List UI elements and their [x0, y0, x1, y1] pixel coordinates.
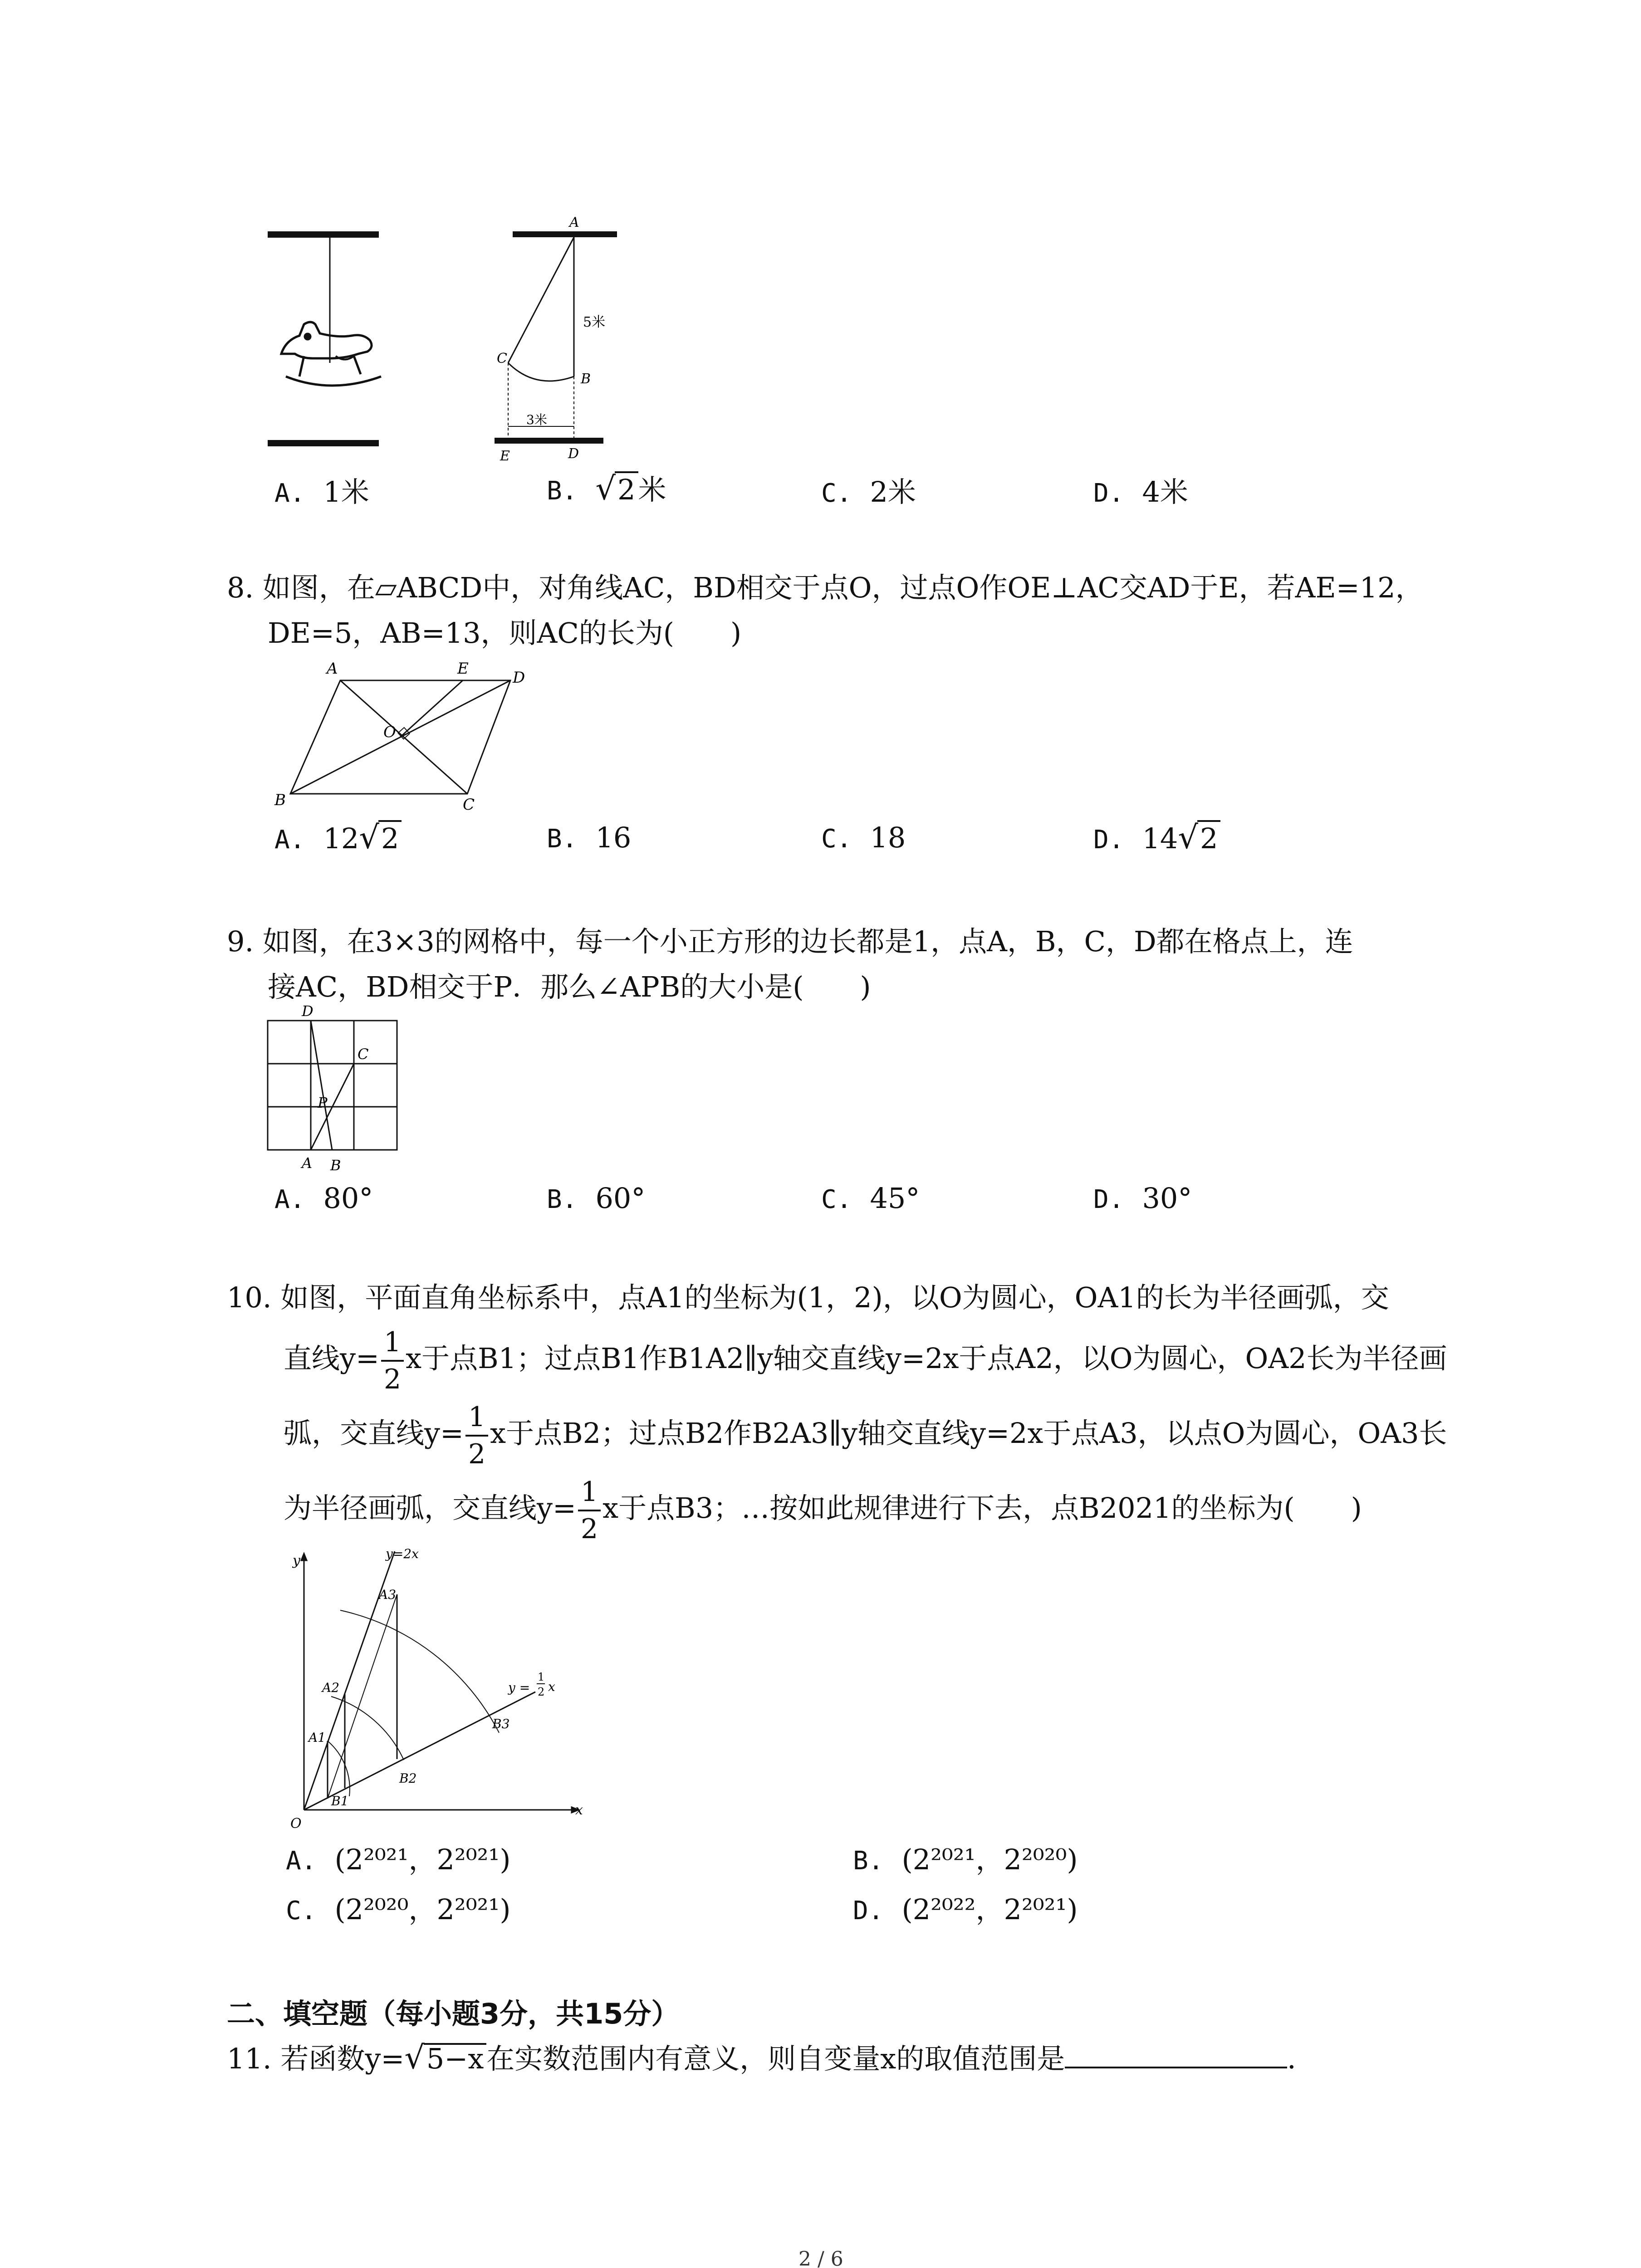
option-text: 1米: [323, 475, 369, 508]
sqrt-symbol: √: [595, 470, 616, 507]
q10-stem-line3: [284, 1399, 1447, 1472]
q8-option-b[interactable]: [547, 821, 631, 854]
option-letter: A.: [274, 825, 305, 855]
svg-text:B1: B1: [331, 1794, 349, 1809]
option-letter: C.: [821, 479, 852, 508]
svg-text:A: A: [327, 660, 338, 678]
svg-text:1: 1: [538, 1671, 545, 1683]
svg-text:2: 2: [538, 1686, 545, 1698]
q8-parallelogram-figure: [272, 658, 544, 821]
fraction-numerator: 1: [381, 1325, 404, 1362]
q7-option-a[interactable]: [274, 469, 369, 510]
fraction-numerator: 1: [465, 1399, 488, 1437]
svg-text:A1: A1: [309, 1730, 326, 1745]
svg-text:D: D: [568, 446, 579, 462]
sqrt-symbol: √: [404, 2039, 425, 2076]
question-number: 10.: [227, 1281, 272, 1314]
svg-text:A3: A3: [379, 1587, 397, 1602]
option-letter: C.: [821, 1185, 852, 1214]
stem-text: 如图，在▱ABCD中，对角线AC，BD相交于点O，过点O作OE⊥AC交AD于E，若AE=12，: [262, 571, 1424, 604]
radicand: 5−x: [424, 2043, 486, 2073]
stem-text: 为半径画弧，交直线y=: [284, 1491, 576, 1525]
option-letter: D.: [1093, 1185, 1124, 1214]
sqrt-symbol: √: [359, 819, 379, 856]
q7-option-c[interactable]: [821, 469, 916, 510]
svg-text:y=2x: y=2x: [386, 1546, 419, 1561]
stem-text: x于点B2；过点B2作B2A3∥y轴交直线y=2x于点A3，以点O为圆心，OA3长: [490, 1417, 1447, 1450]
fraction-denominator: 2: [468, 1438, 486, 1470]
option-coefficient: 14: [1142, 822, 1178, 855]
option-letter: D.: [1093, 479, 1124, 508]
q9-option-d[interactable]: [1093, 1182, 1192, 1215]
q7-option-d[interactable]: [1093, 469, 1188, 510]
option-letter: D.: [1093, 825, 1124, 855]
svg-text:3米: 3米: [526, 412, 547, 427]
option-text: (2²⁰²¹，2²⁰²¹): [334, 1843, 511, 1876]
option-text: 2米: [870, 475, 916, 508]
svg-text:E: E: [500, 448, 510, 464]
rocking-horse-icon: [281, 322, 381, 386]
q9-option-a[interactable]: [274, 1182, 373, 1215]
q9-stem-line1: [227, 925, 1353, 958]
q10-stem-line4: [284, 1474, 1362, 1547]
svg-text:A: A: [569, 215, 579, 230]
svg-text:A2: A2: [322, 1680, 340, 1695]
answer-blank[interactable]: [1065, 2041, 1287, 2068]
option-text: 80°: [323, 1182, 373, 1215]
option-letter: A.: [286, 1846, 317, 1876]
svg-text:C: C: [497, 351, 507, 367]
q7-horse-figure: [254, 218, 399, 454]
q10-coordinate-figure: [281, 1542, 590, 1833]
q8-option-c[interactable]: [821, 821, 906, 854]
svg-text:O: O: [290, 1816, 302, 1832]
section-heading: 二、填空题（每小题3分，共15分）: [227, 1997, 680, 2030]
stem-text: 如图，平面直角坐标系中，点A1的坐标为(1，2)，以O为圆心，OA1的长为半径画弧，交: [280, 1281, 1389, 1314]
q11-stem: [227, 2039, 1316, 2076]
fraction-denominator: 2: [580, 1513, 598, 1545]
option-letter: A.: [274, 1185, 305, 1214]
option-letter: B.: [853, 1846, 884, 1876]
question-number: 11.: [227, 2042, 272, 2075]
q9-stem-line2: 接AC，BD相交于P．那么∠APB的大小是( ): [268, 970, 871, 1003]
stem-text: 在实数范围内有意义，则自变量x的取值范围是: [486, 2042, 1065, 2075]
svg-text:B: B: [274, 791, 286, 809]
svg-text:A: A: [302, 1154, 313, 1172]
q9-option-c[interactable]: [821, 1182, 920, 1215]
stem-text: x于点B3；…按如此规律进行下去，点B2021的坐标为( ): [603, 1491, 1362, 1525]
option-text: (2²⁰²⁰，2²⁰²¹): [334, 1893, 511, 1926]
stem-text: ．: [1287, 2042, 1316, 2075]
svg-text:D: D: [302, 1002, 314, 1020]
option-letter: B.: [547, 1185, 578, 1214]
option-letter: D.: [853, 1896, 884, 1926]
q10-option-c[interactable]: [286, 1887, 511, 1927]
q10-stem-line2: [284, 1325, 1447, 1397]
stem-text: 如图，在3×3的网格中，每一个小正方形的边长都是1，点A，B，C，D都在格点上，连: [262, 925, 1353, 958]
svg-text:B: B: [581, 371, 591, 387]
q10-option-a[interactable]: [286, 1837, 511, 1877]
svg-text:D: D: [513, 669, 525, 687]
q9-option-b[interactable]: [547, 1182, 645, 1215]
option-letter: B.: [547, 476, 578, 506]
svg-text:C: C: [463, 796, 475, 814]
page-number: 2 / 6: [798, 2248, 843, 2268]
svg-text:O: O: [383, 723, 396, 741]
option-radicand: 2: [1197, 820, 1220, 855]
option-text: 60°: [595, 1182, 646, 1215]
svg-text:y: y: [293, 1553, 300, 1569]
option-text: 16: [595, 821, 632, 854]
option-letter: C.: [821, 824, 852, 854]
sqrt-symbol: √: [1178, 819, 1198, 856]
option-letter: C.: [286, 1896, 317, 1926]
option-radicand: 2: [378, 820, 402, 855]
option-text: (2²⁰²¹，2²⁰²⁰): [901, 1843, 1078, 1876]
option-text: 18: [870, 821, 906, 854]
q8-stem-line2: DE=5，AB=13，则AC的长为( ): [268, 616, 742, 650]
question-number: 9.: [227, 925, 254, 958]
option-text: 4米: [1142, 475, 1188, 508]
fraction-denominator: 2: [383, 1364, 402, 1395]
option-radicand: 2: [615, 471, 638, 506]
q10-option-b[interactable]: [853, 1837, 1078, 1877]
fraction-one-half: [381, 1325, 404, 1397]
svg-text:x: x: [548, 1679, 555, 1694]
svg-text:E: E: [457, 660, 469, 678]
q10-option-d[interactable]: [853, 1887, 1078, 1927]
fraction-numerator: 1: [578, 1474, 601, 1511]
svg-text:P: P: [318, 1094, 328, 1111]
svg-text:B2: B2: [399, 1771, 417, 1786]
option-text: 45°: [870, 1182, 920, 1215]
stem-text: 直线y=: [284, 1342, 379, 1375]
option-letter: A.: [274, 479, 305, 508]
q7-option-b[interactable]: [547, 467, 666, 508]
q8-option-a[interactable]: [274, 819, 402, 856]
svg-text:B3: B3: [492, 1716, 510, 1731]
q9-grid-figure: [259, 1000, 413, 1177]
option-text: (2²⁰²²，2²⁰²¹): [901, 1893, 1078, 1926]
option-coefficient: 12: [323, 822, 359, 855]
stem-text: 若函数y=: [280, 2042, 405, 2075]
stem-text: x于点B1；过点B1作B1A2∥y轴交直线y=2x于点A2，以O为圆心，OA2长为半径画: [406, 1342, 1447, 1375]
svg-text:y =: y =: [508, 1680, 530, 1695]
stem-text: 弧，交直线y=: [284, 1417, 464, 1450]
svg-text:5米: 5米: [583, 314, 606, 330]
q10-stem-line1: [227, 1281, 1389, 1314]
fraction-one-half: [578, 1474, 601, 1547]
option-text: 30°: [1142, 1182, 1192, 1215]
svg-text:C: C: [358, 1046, 369, 1063]
question-number: 8.: [227, 571, 254, 604]
svg-text:x: x: [575, 1802, 583, 1818]
q8-option-d[interactable]: [1093, 819, 1220, 856]
q8-stem-line1: [227, 571, 1424, 604]
option-letter: B.: [547, 824, 578, 854]
q7-swing-figure: [490, 213, 635, 467]
option-unit: 米: [638, 473, 666, 506]
svg-text:B: B: [330, 1157, 341, 1174]
fraction-one-half: [465, 1399, 488, 1472]
